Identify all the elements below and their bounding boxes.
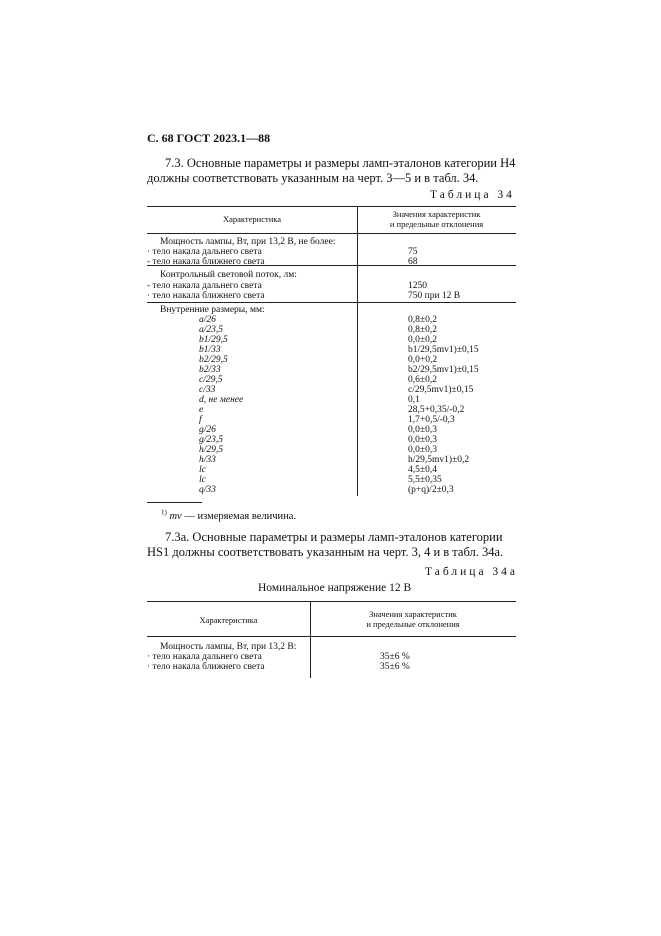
- table-34-group-rule: [147, 302, 516, 303]
- table-34-group2-labels: [147, 281, 265, 301]
- table-34-col2-header: [357, 209, 516, 229]
- footnote-mv: mv: [169, 511, 182, 522]
- dimension-value: 0,0+0,2: [408, 355, 438, 365]
- dimension-item: h/33: [199, 455, 216, 465]
- table-34a-group-title: Мощность лампы, Вт, при 13,2 В:: [160, 642, 297, 652]
- dimension-value: c/29,5mv1)±0,15: [408, 385, 474, 395]
- row-value: 1250: [408, 281, 427, 291]
- header-line: Значения характеристик: [369, 609, 457, 619]
- dimension-value: 0,0±0,3: [408, 445, 437, 455]
- header-line: и предельные отклонения: [366, 619, 460, 629]
- dimension-item: a/26: [199, 315, 216, 325]
- row-label: - тело накала ближнего света: [147, 257, 265, 267]
- table-34-caption: Таблица 34: [430, 189, 515, 201]
- dimension-value: 5,5±0,35: [408, 475, 442, 485]
- dimension-item: b1/33: [199, 345, 221, 355]
- table-34-dimension-list: [199, 315, 243, 495]
- table-34a-header-rule: [147, 636, 516, 637]
- dimension-value: 28,5+0,35/-0,2: [408, 405, 465, 415]
- dimension-value: 0,0±0,2: [408, 335, 437, 345]
- paragraph-line: 7.3а. Основные параметры и размеры ламп-эталонов категории: [165, 530, 503, 544]
- table-34-group1-values: [408, 247, 418, 267]
- row-value: 35±6 %: [380, 652, 410, 662]
- table-34-group2-values: [408, 281, 460, 301]
- table-34a-subtitle: Номинальное напряжение 12 В: [258, 582, 412, 594]
- dimension-item: g/23,5: [199, 435, 224, 445]
- dimension-item: lc: [199, 465, 206, 475]
- table-34-group1-labels: [147, 247, 265, 267]
- page-header: С. 68 ГОСТ 2023.1—88: [147, 131, 271, 145]
- table-34a-values: [380, 652, 410, 672]
- dimension-value: b1/29,5mv1)±0,15: [408, 345, 479, 355]
- dimension-value: 4,5±0,4: [408, 465, 437, 475]
- dimension-item: a/23,5: [199, 325, 224, 335]
- row-label: · тело накала дальнего света: [147, 247, 262, 257]
- dimension-value: 0,0±0,3: [408, 425, 437, 435]
- footnote-text: — измеряемая величина.: [181, 511, 297, 522]
- dimension-item: e: [199, 405, 204, 415]
- table-34-header-rule: [147, 233, 516, 234]
- paragraph-line: должны соответствовать указанным на черт. 3—5 и в табл. 34.: [147, 171, 479, 185]
- dimension-value: 0,1: [408, 395, 420, 405]
- dimension-item: c/33: [199, 385, 216, 395]
- dimension-value: 1,7+0,5/-0,3: [408, 415, 455, 425]
- table-34-group-title: Мощность лампы, Вт, при 13,2 В, не более:: [160, 237, 336, 247]
- dimension-item: g/26: [199, 425, 216, 435]
- table-34a-col1-header: Характеристика: [199, 615, 258, 625]
- row-label: · тело накала дальнего света: [147, 652, 262, 662]
- footnote-mark: 1): [161, 508, 167, 517]
- footnote-rule: [147, 502, 202, 503]
- row-label: - тело накала дальнего света: [147, 281, 262, 291]
- dimension-value: 0,8±0,2: [408, 315, 437, 325]
- table-34a-labels: [147, 652, 265, 672]
- dimension-value: (p+q)/2±0,3: [408, 485, 454, 495]
- table-34-column-divider: [357, 206, 358, 496]
- header-line: и предельные отклонения: [389, 219, 484, 229]
- row-label: · тело накала ближнего света: [147, 662, 265, 672]
- dimension-item: d, не менее: [199, 395, 244, 405]
- dimension-item: c/29,5: [199, 375, 223, 385]
- paragraph-line: 7.3. Основные параметры и размеры ламп-эталонов категории Н4: [165, 156, 516, 170]
- dimension-item: b2/29,5: [199, 355, 228, 365]
- row-value: 75: [408, 247, 418, 257]
- paragraph-line: HS1 должны соответствовать указанным на черт. 3, 4 и в табл. 34а.: [147, 545, 504, 559]
- table-34-dimension-values: [408, 315, 479, 495]
- dimension-item: lc: [199, 475, 206, 485]
- dimension-value: 0,6±0,2: [408, 375, 437, 385]
- dimension-value: b2/29,5mv1)±0,15: [408, 365, 479, 375]
- row-value: 750 при 12 В: [408, 291, 461, 301]
- dimension-value: 0,8±0,2: [408, 325, 437, 335]
- table-34a-col2-header: [310, 609, 516, 629]
- dimension-item: f: [199, 415, 202, 425]
- dimension-item: q/33: [199, 485, 216, 495]
- table-34-col1-header: Характеристика: [222, 214, 282, 224]
- dimension-item: h/29,5: [199, 445, 224, 455]
- paragraph-7-3a: [147, 530, 503, 560]
- paragraph-7-3: [147, 156, 515, 186]
- table-34a-top-rule: [147, 601, 516, 602]
- table-34a-caption: Таблица 34а: [425, 566, 519, 578]
- dimension-item: b2/33: [199, 365, 221, 375]
- dimension-value: h/29,5mv1)±0,2: [408, 455, 470, 465]
- table-34-top-rule: [147, 206, 516, 207]
- row-label: · тело накала ближнего света: [147, 291, 265, 301]
- dimension-item: b1/29,5: [199, 335, 228, 345]
- table-34-group-title: Контрольный световой поток, лм:: [160, 270, 297, 280]
- table-34-group-title: Внутренние размеры, мм:: [160, 305, 265, 315]
- dimension-value: 0,0±0,3: [408, 435, 437, 445]
- row-value: 68: [408, 257, 418, 267]
- header-line: Значения характеристик: [392, 209, 481, 219]
- footnote: [161, 508, 297, 522]
- row-value: 35±6 %: [380, 662, 410, 672]
